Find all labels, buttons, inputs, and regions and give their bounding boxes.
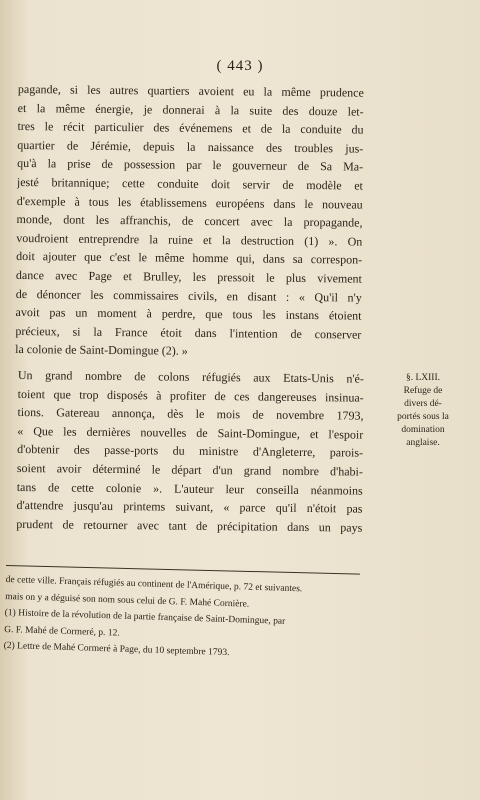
text-line: voudroient entreprendre la ruine et la destruction (1) ». On [16, 230, 363, 249]
text-line: de dénoncer les commissaires civils, en disant : « Qu'il n'y [15, 286, 362, 305]
text-line: Un grand nombre de colons réfugiés aux Etats-Unis n'é- [17, 367, 364, 386]
page-number: ( 443 ) [216, 58, 264, 74]
footnote-line: mais on y a déguisé son nom sous celui de G. F. Mahé Cornière. [5, 591, 250, 610]
footnote-line: (2) Lettre de Mahé Cormeré à Page, du 10 septembre 1793. [3, 640, 230, 659]
text-line: pagande, si les autres quartiers avoient eu la même prudence [17, 81, 364, 100]
text-line: doit ajouter que c'est le même homme qui, dans sa correspon- [16, 249, 363, 267]
margin-sidenote [380, 372, 466, 450]
main-paragraph-1 [15, 80, 364, 363]
text-line: d'attendre jusqu'au printems suivant, « parce qu'il n'étoit pas [16, 498, 363, 516]
sidenote-line: anglaise. [406, 438, 440, 448]
text-line: tres le récit particulier des événemens et de la conduite du [17, 119, 364, 137]
text-line: toient que trop disposés à profiter de ces dangereuses insinua- [17, 386, 364, 405]
sidenote-line: divers dé- [404, 399, 442, 409]
text-line: et la même énergie, je donnerai à la suite des douze let- [17, 100, 364, 119]
text-line: tions. Gatereau annonça, dès le mois de novembre 1793, [17, 405, 364, 423]
footnote-line: de cette ville. Français réfugiés au continent de l'Amérique, p. 72 et suivantes. [5, 574, 303, 595]
footnote-line: G. F. Mahé de Cormeré, p. 12. [4, 624, 120, 639]
text-line: la colonie de Saint-Domingue (2). » [15, 342, 188, 359]
text-line: d'exemple à tous les établissemens européens dans le nouveau [16, 193, 363, 212]
sidenote-line: Refuge de [403, 386, 443, 396]
sidenote-line: §. LXIII. [405, 373, 441, 383]
text-line: précieux, si la France étoit dans l'intention de conserver [15, 323, 362, 342]
text-line: qu'à la prise de possession par le gouverneur de Sa Ma- [17, 156, 364, 174]
text-line: quartier de Jérémie, depuis la naissance des troubles jus- [17, 137, 364, 156]
text-line: tans de cette colonie ». L'auteur leur conseilla néanmoins [16, 479, 363, 498]
sidenote-line: domination [401, 425, 445, 435]
footnotes [3, 572, 385, 666]
footnote-line: (1) Histoire de la révolution de la partie française de Saint-Domingue, par [4, 607, 286, 627]
text-line: jesté britannique; cette conduite doit servir de modèle et [16, 174, 363, 193]
text-line: d'obtenir des passe-ports du ministre d'Angleterre, parois- [17, 442, 364, 460]
text-line: soient avoir déterminé le départ d'un grand nombre d'habi- [16, 460, 363, 479]
main-paragraph-2 [16, 366, 364, 537]
text-line: dance avec Page et Brulley, les pressoit le plus vivement [15, 267, 363, 286]
sidenote-line: portés sous la [397, 412, 449, 422]
text-line: monde, dont les affranchis, de concert avec la propagande, [16, 212, 363, 230]
text-line: prudent de retourner avec tant de précipitation dans un pays [16, 516, 363, 535]
text-line: « Que les dernières nouvelles de Saint-Domingue, et l'espoir [17, 423, 364, 442]
text-line: avoit pas un moment à perdre, que tous les instans étoient [15, 305, 362, 323]
